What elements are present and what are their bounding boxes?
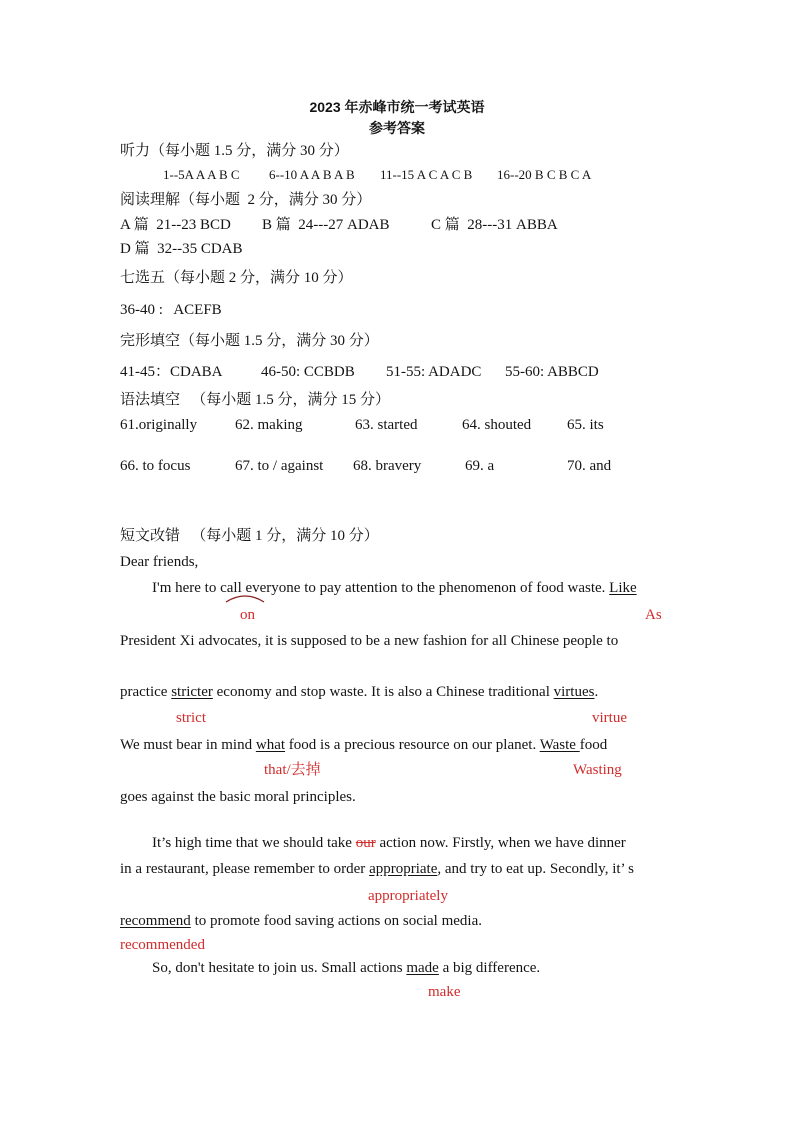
grammar-answer: 67. to / against [235, 458, 324, 474]
insertion-mark-icon [224, 592, 266, 604]
correction-fix: virtue [592, 710, 627, 726]
deleted-word: our [355, 835, 376, 851]
passage-text: goes against the basic moral principles. [120, 789, 356, 805]
error-word: Like [609, 580, 637, 596]
correction-fix: that/去掉 [264, 762, 321, 778]
error-word: virtues [553, 684, 595, 700]
correction-fix: recommended [120, 937, 205, 953]
grammar-answer: 61.originally [120, 417, 198, 433]
passage-text: It’s high time that we should take [152, 835, 356, 851]
passage-line [152, 958, 540, 978]
passage-text: to promote food saving actions on social media. [190, 913, 483, 929]
grammar-answer: 68. bravery [353, 458, 422, 474]
reading-answer: D 篇 32--35 CDAB [120, 241, 243, 257]
passage-text: So, don't hesitate to join us. Small actions [152, 960, 407, 976]
passage-text: I'm here to call everyone to pay attention to the phenomenon of food waste. [152, 580, 610, 596]
error-word: appropriate [369, 861, 438, 877]
grammar-answer: 64. shouted [462, 417, 532, 433]
listening-answer: 16--20 B C B C A [497, 167, 592, 182]
passage-line [120, 631, 618, 651]
error-word: stricter [171, 684, 213, 700]
correction-fix: appropriately [368, 888, 448, 904]
correction-fix: Wasting [573, 762, 622, 778]
passage-text: a big difference. [438, 960, 541, 976]
error-word: Waste [539, 737, 580, 753]
reading-answer: A 篇 21--23 BCD [120, 217, 231, 233]
grammar-heading: 语法填空 （每小题 1.5 分，满分 15 分） [120, 392, 391, 408]
correction-fix: on [240, 607, 255, 623]
passage-text: practice [120, 684, 172, 700]
grammar-answer: 70. and [567, 458, 612, 474]
error-word: what [255, 737, 286, 753]
grammar-answer: 63. started [355, 417, 418, 433]
cloze-answer: 51-55: ADADC [386, 364, 482, 380]
passage-line [120, 682, 598, 702]
error-word: recommend [120, 913, 191, 929]
listening-answer: 11--15 A C A C B [380, 167, 473, 182]
cloze-answer: 55-60: ABBCD [505, 364, 599, 380]
error-word: made [406, 960, 439, 976]
letter-greeting: Dear friends, [120, 554, 199, 570]
grammar-answer: 62. making [235, 417, 303, 433]
reading-answer: C 篇 28---31 ABBA [431, 217, 558, 233]
passage-text: action now. Firstly, when we have dinner [375, 835, 626, 851]
passage-text: . [594, 684, 599, 700]
seven-choose-five-heading: 七选五（每小题 2 分，满分 10 分） [120, 270, 353, 286]
listening-answer: 6--10 A A B A B [269, 167, 355, 182]
cloze-heading: 完形填空（每小题 1.5 分，满分 30 分） [120, 333, 379, 349]
grammar-answer: 69. a [465, 458, 495, 474]
passage-text: in a restaurant, please remember to order [120, 861, 370, 877]
document-subtitle: 参考答案 [369, 120, 425, 136]
passage-line [120, 859, 634, 879]
passage-text: economy and stop waste. It is also a Chinese traditional [212, 684, 554, 700]
passage-line [120, 911, 482, 931]
grammar-answer: 65. its [567, 417, 604, 433]
correction-fix: make [428, 984, 461, 1000]
passage-text: , and try to eat up. Secondly, it’ s [437, 861, 635, 877]
passage-text: President Xi advocates, it is supposed to be a new fashion for all Chinese people to [120, 633, 619, 649]
reading-answer: B 篇 24---27 ADAB [262, 217, 390, 233]
passage-line [152, 833, 626, 853]
seven-choose-five-answer: 36-40 : ACEFB [120, 302, 222, 318]
correction-fix: As [645, 607, 662, 623]
listening-answer: 1--5A A A B C [163, 167, 240, 182]
reading-heading: 阅读理解（每小题 2 分，满分 30 分） [120, 192, 372, 208]
document-title: 2023 年赤峰市统一考试英语 [309, 99, 485, 115]
listening-heading: 听力（每小题 1.5 分，满分 30 分） [120, 143, 349, 159]
cloze-answer: 46-50: CCBDB [261, 364, 355, 380]
passage-text: We must bear in mind [120, 737, 256, 753]
passage-text: food is a precious resource on our planet. [285, 737, 540, 753]
passage-line [120, 735, 607, 755]
cloze-answer: 41-45：CDABA [120, 364, 223, 380]
correction-fix: strict [176, 710, 206, 726]
grammar-answer: 66. to focus [120, 458, 191, 474]
passage-line [120, 787, 356, 807]
correction-heading: 短文改错 （每小题 1 分，满分 10 分） [120, 528, 379, 544]
passage-text: food [579, 737, 608, 753]
